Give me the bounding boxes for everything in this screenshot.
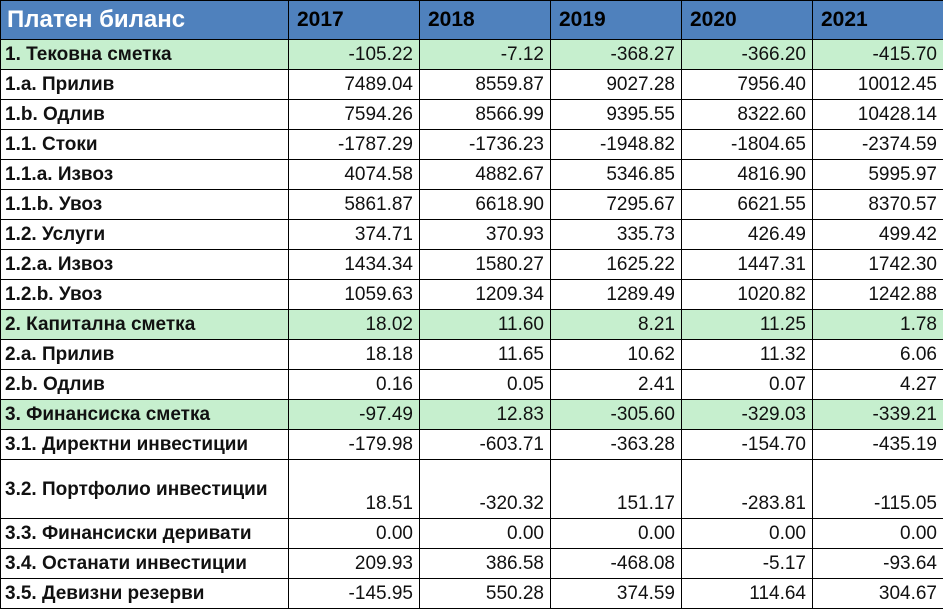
value-cell: 7295.67 bbox=[551, 190, 682, 220]
value-cell: -154.70 bbox=[682, 430, 813, 460]
value-cell: 374.59 bbox=[551, 579, 682, 609]
row-label: 2.b. Одлив bbox=[1, 370, 289, 400]
row-label: 3.2. Портфолио инвестиции bbox=[1, 460, 289, 519]
row-label: 2. Капитална сметка bbox=[1, 310, 289, 340]
value-cell: 1059.63 bbox=[289, 280, 420, 310]
value-cell: 10.62 bbox=[551, 340, 682, 370]
value-cell: -363.28 bbox=[551, 430, 682, 460]
value-cell: 0.00 bbox=[289, 519, 420, 549]
value-cell: 8322.60 bbox=[682, 100, 813, 130]
table-row bbox=[1, 579, 943, 609]
value-cell: 4816.90 bbox=[682, 160, 813, 190]
value-cell: 0.16 bbox=[289, 370, 420, 400]
value-cell: -368.27 bbox=[551, 40, 682, 70]
value-cell: 550.28 bbox=[420, 579, 551, 609]
value-cell: 114.64 bbox=[682, 579, 813, 609]
row-label: 3.1. Директни инвестиции bbox=[1, 430, 289, 460]
value-cell: -603.71 bbox=[420, 430, 551, 460]
value-cell: 11.60 bbox=[420, 310, 551, 340]
value-cell: -415.70 bbox=[813, 40, 943, 70]
value-cell: 8.21 bbox=[551, 310, 682, 340]
value-cell: -93.64 bbox=[813, 549, 943, 579]
value-cell: 304.67 bbox=[813, 579, 943, 609]
value-cell: -1787.29 bbox=[289, 130, 420, 160]
value-cell: -105.22 bbox=[289, 40, 420, 70]
year-header: 2018 bbox=[420, 1, 551, 40]
value-cell: 6621.55 bbox=[682, 190, 813, 220]
value-cell: 0.00 bbox=[420, 519, 551, 549]
table-row bbox=[1, 340, 943, 370]
table-title: Платен биланс bbox=[1, 1, 289, 40]
table-row bbox=[1, 100, 943, 130]
value-cell: -283.81 bbox=[682, 460, 813, 519]
value-cell: 1625.22 bbox=[551, 250, 682, 280]
value-cell: 10012.45 bbox=[813, 70, 943, 100]
value-cell: -115.05 bbox=[813, 460, 943, 519]
value-cell: -1736.23 bbox=[420, 130, 551, 160]
row-label: 1.a. Прилив bbox=[1, 70, 289, 100]
value-cell: 335.73 bbox=[551, 220, 682, 250]
value-cell: 5346.85 bbox=[551, 160, 682, 190]
value-cell: 209.93 bbox=[289, 549, 420, 579]
value-cell: 0.07 bbox=[682, 370, 813, 400]
value-cell: -2374.59 bbox=[813, 130, 943, 160]
value-cell: 0.00 bbox=[813, 519, 943, 549]
row-label: 1.1. Стоки bbox=[1, 130, 289, 160]
value-cell: -145.95 bbox=[289, 579, 420, 609]
row-label: 1.2.b. Увоз bbox=[1, 280, 289, 310]
value-cell: 2.41 bbox=[551, 370, 682, 400]
value-cell: -7.12 bbox=[420, 40, 551, 70]
value-cell: 374.71 bbox=[289, 220, 420, 250]
value-cell: 1020.82 bbox=[682, 280, 813, 310]
value-cell: 10428.14 bbox=[813, 100, 943, 130]
value-cell: 6618.90 bbox=[420, 190, 551, 220]
value-cell: -320.32 bbox=[420, 460, 551, 519]
row-label: 3. Финансиска сметка bbox=[1, 400, 289, 430]
table-row bbox=[1, 430, 943, 460]
value-cell: 1.78 bbox=[813, 310, 943, 340]
value-cell: 1209.34 bbox=[420, 280, 551, 310]
value-cell: -5.17 bbox=[682, 549, 813, 579]
value-cell: 11.25 bbox=[682, 310, 813, 340]
value-cell: 11.32 bbox=[682, 340, 813, 370]
table-row bbox=[1, 40, 943, 70]
value-cell: 4.27 bbox=[813, 370, 943, 400]
value-cell: 7594.26 bbox=[289, 100, 420, 130]
value-cell: -97.49 bbox=[289, 400, 420, 430]
row-label: 2.a. Прилив bbox=[1, 340, 289, 370]
table-row bbox=[1, 160, 943, 190]
value-cell: 8566.99 bbox=[420, 100, 551, 130]
value-cell: 9027.28 bbox=[551, 70, 682, 100]
value-cell: 9395.55 bbox=[551, 100, 682, 130]
row-label: 1.1.b. Увоз bbox=[1, 190, 289, 220]
value-cell: 1742.30 bbox=[813, 250, 943, 280]
value-cell: 1434.34 bbox=[289, 250, 420, 280]
table-row bbox=[1, 400, 943, 430]
row-label: 3.5. Девизни резерви bbox=[1, 579, 289, 609]
header-row bbox=[1, 1, 943, 40]
value-cell: -339.21 bbox=[813, 400, 943, 430]
value-cell: -1804.65 bbox=[682, 130, 813, 160]
value-cell: -435.19 bbox=[813, 430, 943, 460]
value-cell: -366.20 bbox=[682, 40, 813, 70]
value-cell: 0.00 bbox=[682, 519, 813, 549]
value-cell: 11.65 bbox=[420, 340, 551, 370]
row-label: 1.2. Услуги bbox=[1, 220, 289, 250]
row-label: 1.2.a. Извоз bbox=[1, 250, 289, 280]
value-cell: 151.17 bbox=[551, 460, 682, 519]
value-cell: 386.58 bbox=[420, 549, 551, 579]
value-cell: 18.51 bbox=[289, 460, 420, 519]
value-cell: 6.06 bbox=[813, 340, 943, 370]
year-header: 2017 bbox=[289, 1, 420, 40]
row-label: 1. Тековна сметка bbox=[1, 40, 289, 70]
value-cell: 370.93 bbox=[420, 220, 551, 250]
year-header: 2020 bbox=[682, 1, 813, 40]
table-row bbox=[1, 280, 943, 310]
row-label: 3.3. Финансиски деривати bbox=[1, 519, 289, 549]
year-header: 2019 bbox=[551, 1, 682, 40]
value-cell: 0.00 bbox=[551, 519, 682, 549]
table-row bbox=[1, 549, 943, 579]
table-row bbox=[1, 460, 943, 519]
value-cell: -179.98 bbox=[289, 430, 420, 460]
value-cell: 1580.27 bbox=[420, 250, 551, 280]
value-cell: 8370.57 bbox=[813, 190, 943, 220]
value-cell: 5861.87 bbox=[289, 190, 420, 220]
value-cell: 18.18 bbox=[289, 340, 420, 370]
table-row bbox=[1, 130, 943, 160]
value-cell: 499.42 bbox=[813, 220, 943, 250]
table-row bbox=[1, 519, 943, 549]
table-row bbox=[1, 190, 943, 220]
table-row bbox=[1, 250, 943, 280]
table-row bbox=[1, 370, 943, 400]
value-cell: 1447.31 bbox=[682, 250, 813, 280]
value-cell: 1289.49 bbox=[551, 280, 682, 310]
value-cell: 4074.58 bbox=[289, 160, 420, 190]
value-cell: -1948.82 bbox=[551, 130, 682, 160]
value-cell: 18.02 bbox=[289, 310, 420, 340]
table-row bbox=[1, 310, 943, 340]
row-label: 3.4. Останати инвестиции bbox=[1, 549, 289, 579]
value-cell: 1242.88 bbox=[813, 280, 943, 310]
value-cell: 12.83 bbox=[420, 400, 551, 430]
table-row bbox=[1, 220, 943, 250]
value-cell: 426.49 bbox=[682, 220, 813, 250]
value-cell: 0.05 bbox=[420, 370, 551, 400]
value-cell: 5995.97 bbox=[813, 160, 943, 190]
value-cell: -468.08 bbox=[551, 549, 682, 579]
value-cell: 8559.87 bbox=[420, 70, 551, 100]
value-cell: -329.03 bbox=[682, 400, 813, 430]
value-cell: -305.60 bbox=[551, 400, 682, 430]
row-label: 1.1.a. Извоз bbox=[1, 160, 289, 190]
table-row bbox=[1, 70, 943, 100]
value-cell: 7956.40 bbox=[682, 70, 813, 100]
value-cell: 7489.04 bbox=[289, 70, 420, 100]
row-label: 1.b. Одлив bbox=[1, 100, 289, 130]
value-cell: 4882.67 bbox=[420, 160, 551, 190]
year-header: 2021 bbox=[813, 1, 943, 40]
